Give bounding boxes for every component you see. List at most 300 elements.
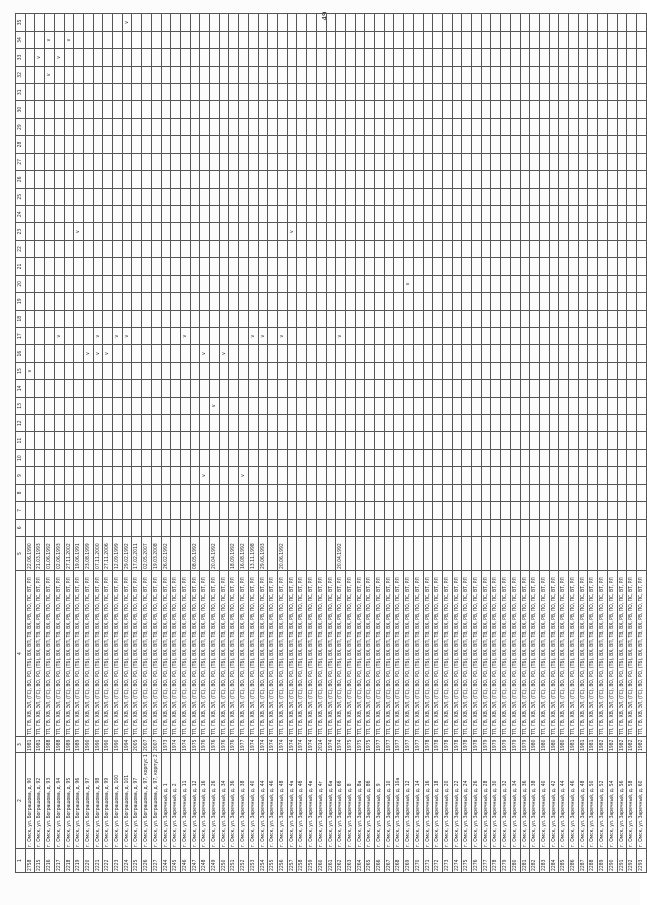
mark-cell — [510, 432, 520, 449]
mark-cell — [326, 188, 336, 205]
mark-cell — [365, 397, 375, 414]
row-number-cell: 2221 — [93, 849, 103, 873]
mark-cell — [491, 432, 501, 449]
mark-cell — [316, 397, 326, 414]
mark-cell — [180, 118, 190, 135]
mark-cell — [35, 223, 45, 240]
mark-cell — [326, 362, 336, 379]
mark-cell — [336, 240, 346, 257]
mark-cell — [433, 345, 443, 362]
mark-cell — [122, 84, 132, 101]
mark-cell — [491, 223, 501, 240]
row-number-cell: 2290 — [607, 849, 617, 873]
mark-cell — [413, 467, 423, 484]
mark-cell — [462, 258, 472, 275]
year-cell: 1990 — [83, 737, 93, 753]
year-cell: 1978 — [423, 737, 433, 753]
mark-cell — [64, 188, 74, 205]
systems-cell: ТП, ГВ, ХВ, ЭЛ, (ГС), ВО, РО, (ТБ), ВХ, ВП, ТВ, ВХ, РВ, ПО, ПС, ВТ, РЛ — [394, 571, 404, 737]
mark-cell — [103, 484, 113, 501]
mark-cell — [520, 467, 530, 484]
mark-cell — [277, 240, 287, 257]
mark-cell — [122, 502, 132, 519]
mark-cell — [229, 484, 239, 501]
mark-cell — [442, 484, 452, 501]
mark-cell — [297, 101, 307, 118]
systems-cell: ТП, ГВ, ХВ, ЭЛ, (ГС), ВО, РО, (ТБ), ВХ, ВП, ТВ, ВХ, РВ, ПО, ПС, ВТ, РЛ — [510, 571, 520, 737]
mark-cell — [549, 31, 559, 48]
mark-cell — [35, 519, 45, 536]
mark-cell — [491, 240, 501, 257]
mark-cell — [404, 101, 414, 118]
mark-cell: v — [54, 49, 64, 66]
mark-cell — [316, 449, 326, 466]
mark-cell — [113, 118, 123, 135]
mark-cell — [569, 84, 579, 101]
mark-cell — [297, 223, 307, 240]
mark-cell — [607, 275, 617, 292]
mark-cell — [627, 66, 637, 83]
mark-cell — [510, 484, 520, 501]
mark-cell — [83, 362, 93, 379]
mark-cell — [549, 153, 559, 170]
mark-cell — [365, 205, 375, 222]
mark-cell — [25, 345, 35, 362]
mark-cell — [588, 31, 598, 48]
mark-cell — [637, 380, 647, 397]
mark-cell — [151, 432, 161, 449]
mark-cell — [472, 275, 482, 292]
mark-cell — [578, 153, 588, 170]
mark-cell — [93, 449, 103, 466]
mark-cell — [442, 310, 452, 327]
mark-cell — [423, 362, 433, 379]
mark-cell — [93, 519, 103, 536]
mark-cell — [287, 484, 297, 501]
mark-cell — [219, 293, 229, 310]
mark-cell — [472, 240, 482, 257]
mark-cell — [491, 449, 501, 466]
mark-cell — [151, 327, 161, 344]
mark-cell — [122, 467, 132, 484]
date-cell — [375, 537, 385, 571]
mark-cell — [132, 275, 142, 292]
mark-cell — [190, 66, 200, 83]
mark-cell — [171, 449, 181, 466]
mark-cell — [530, 188, 540, 205]
address-cell: г. Омск, ул. Бограшова, д. 96 — [74, 753, 84, 849]
mark-cell — [93, 14, 103, 32]
mark-cell — [161, 49, 171, 66]
mark-cell — [472, 432, 482, 449]
mark-cell — [83, 223, 93, 240]
mark-cell — [74, 49, 84, 66]
mark-cell — [200, 188, 210, 205]
mark-cell — [64, 327, 74, 344]
mark-cell — [132, 449, 142, 466]
mark-cell — [54, 205, 64, 222]
mark-cell — [394, 136, 404, 153]
mark-cell — [375, 327, 385, 344]
mark-cell — [394, 362, 404, 379]
date-cell: 08.05.1992 — [190, 537, 200, 571]
mark-cell — [210, 327, 220, 344]
mark-cell — [481, 310, 491, 327]
mark-cell — [345, 153, 355, 170]
year-cell: 1980 — [539, 737, 549, 753]
mark-cell — [462, 310, 472, 327]
mark-cell — [520, 84, 530, 101]
mark-cell — [74, 397, 84, 414]
date-cell — [180, 537, 190, 571]
row-number-cell: 2277 — [481, 849, 491, 873]
mark-cell — [180, 171, 190, 188]
mark-cell — [239, 118, 249, 135]
year-cell: 1978 — [452, 737, 462, 753]
mark-cell — [578, 502, 588, 519]
mark-cell — [404, 293, 414, 310]
mark-cell — [258, 432, 268, 449]
row-number-cell: 2267 — [384, 849, 394, 873]
mark-cell — [229, 449, 239, 466]
date-cell — [598, 537, 608, 571]
mark-cell — [316, 380, 326, 397]
mark-cell — [481, 293, 491, 310]
mark-cell — [326, 101, 336, 118]
date-cell — [549, 537, 559, 571]
mark-cell — [520, 502, 530, 519]
mark-cell — [637, 84, 647, 101]
mark-cell — [151, 205, 161, 222]
mark-cell — [627, 14, 637, 32]
mark-cell — [103, 519, 113, 536]
mark-cell — [617, 397, 627, 414]
mark-cell — [569, 66, 579, 83]
mark-cell — [520, 240, 530, 257]
mark-cell — [578, 205, 588, 222]
table-row — [384, 14, 394, 873]
row-number-cell: 2291 — [617, 849, 627, 873]
mark-cell — [423, 258, 433, 275]
mark-cell — [93, 171, 103, 188]
table-row — [423, 14, 433, 873]
mark-cell — [287, 101, 297, 118]
mark-cell — [549, 310, 559, 327]
mark-cell — [375, 293, 385, 310]
mark-cell — [83, 240, 93, 257]
column-index-cell: 33 — [16, 49, 26, 66]
mark-cell — [345, 66, 355, 83]
mark-cell — [637, 519, 647, 536]
mark-cell — [268, 275, 278, 292]
mark-cell — [501, 118, 511, 135]
address-cell: г. Омск, ул. Бограшова, д. 90 — [25, 753, 35, 849]
mark-cell — [530, 362, 540, 379]
mark-cell — [151, 101, 161, 118]
table-row — [287, 14, 297, 873]
mark-cell — [200, 415, 210, 432]
mark-cell — [394, 502, 404, 519]
table-row — [210, 14, 220, 873]
mark-cell — [239, 502, 249, 519]
rotated-table-wrapper — [15, 13, 644, 873]
mark-cell — [103, 432, 113, 449]
mark-cell — [132, 258, 142, 275]
mark-cell — [520, 397, 530, 414]
mark-cell: v — [219, 345, 229, 362]
mark-cell — [394, 449, 404, 466]
date-cell — [171, 537, 181, 571]
mark-cell — [45, 188, 55, 205]
mark-cell — [472, 502, 482, 519]
row-number-cell: 2281 — [520, 849, 530, 873]
mark-cell — [35, 449, 45, 466]
date-cell: 26.02.1992 — [161, 537, 171, 571]
mark-cell — [491, 484, 501, 501]
mark-cell — [210, 171, 220, 188]
mark-cell — [336, 49, 346, 66]
mark-cell — [345, 84, 355, 101]
column-index-row — [16, 14, 26, 873]
mark-cell — [258, 14, 268, 32]
mark-cell — [442, 118, 452, 135]
mark-cell — [462, 327, 472, 344]
mark-cell — [569, 502, 579, 519]
mark-cell — [472, 258, 482, 275]
mark-cell — [345, 258, 355, 275]
mark-cell — [190, 240, 200, 257]
mark-cell — [336, 397, 346, 414]
mark-cell — [413, 519, 423, 536]
row-number-cell: 2263 — [345, 849, 355, 873]
mark-cell — [539, 188, 549, 205]
mark-cell — [180, 188, 190, 205]
mark-cell — [355, 327, 365, 344]
mark-cell — [336, 101, 346, 118]
mark-cell — [433, 310, 443, 327]
mark-cell — [336, 258, 346, 275]
mark-cell — [539, 432, 549, 449]
mark-cell — [142, 118, 152, 135]
mark-cell — [336, 362, 346, 379]
mark-cell — [161, 293, 171, 310]
mark-cell — [491, 362, 501, 379]
mark-cell — [113, 223, 123, 240]
date-cell: 13.11.1998 — [248, 537, 258, 571]
mark-cell — [452, 205, 462, 222]
mark-cell — [491, 136, 501, 153]
mark-cell — [277, 345, 287, 362]
systems-cell: ТП, ГВ, ХВ, ЭЛ, (ГС), ВО, РО, (ТБ), ВХ, ВП, ТВ, ВХ, РВ, ПО, ПС, ВТ, РЛ — [239, 571, 249, 737]
mark-cell — [472, 362, 482, 379]
row-number-cell: 2256 — [277, 849, 287, 873]
mark-cell — [384, 14, 394, 32]
mark-cell — [345, 14, 355, 32]
address-cell: г. Омск, ул. Заречный, д. 16 — [200, 753, 210, 849]
mark-cell — [355, 519, 365, 536]
column-index-cell: 11 — [16, 432, 26, 449]
mark-cell — [345, 31, 355, 48]
mark-cell — [394, 275, 404, 292]
column-index-cell: 22 — [16, 240, 26, 257]
address-cell: г. Омск, ул. Бограшова, д. 97, корпус 1 — [142, 753, 152, 849]
table-row — [229, 14, 239, 873]
mark-cell — [384, 449, 394, 466]
mark-cell — [45, 310, 55, 327]
mark-cell — [365, 415, 375, 432]
mark-cell — [549, 136, 559, 153]
mark-cell — [355, 293, 365, 310]
mark-cell — [375, 118, 385, 135]
mark-cell — [74, 415, 84, 432]
mark-cell — [316, 415, 326, 432]
mark-cell — [442, 362, 452, 379]
mark-cell — [384, 136, 394, 153]
mark-cell — [45, 136, 55, 153]
mark-cell — [307, 84, 317, 101]
mark-cell — [248, 362, 258, 379]
mark-cell — [122, 258, 132, 275]
mark-cell — [54, 171, 64, 188]
mark-cell — [433, 484, 443, 501]
mark-cell — [239, 449, 249, 466]
mark-cell — [132, 484, 142, 501]
mark-cell — [74, 362, 84, 379]
mark-cell — [74, 205, 84, 222]
mark-cell — [132, 380, 142, 397]
mark-cell — [617, 223, 627, 240]
mark-cell — [336, 84, 346, 101]
mark-cell — [423, 223, 433, 240]
mark-cell — [472, 327, 482, 344]
mark-cell — [607, 136, 617, 153]
mark-cell — [345, 118, 355, 135]
mark-cell — [277, 380, 287, 397]
mark-cell — [481, 467, 491, 484]
row-number-cell: 2261 — [326, 849, 336, 873]
mark-cell — [316, 14, 326, 32]
mark-cell — [239, 136, 249, 153]
mark-cell — [277, 14, 287, 32]
address-cell: г. Омск, ул. Заречный, д. 30 — [491, 753, 501, 849]
column-index-cell: 26 — [16, 171, 26, 188]
mark-cell — [171, 380, 181, 397]
mark-cell — [472, 136, 482, 153]
mark-cell — [93, 380, 103, 397]
mark-cell — [122, 449, 132, 466]
mark-cell — [365, 275, 375, 292]
mark-cell — [229, 345, 239, 362]
row-number-cell: 2262 — [336, 849, 346, 873]
mark-cell — [132, 205, 142, 222]
mark-cell — [171, 14, 181, 32]
mark-cell — [25, 293, 35, 310]
mark-cell — [336, 66, 346, 83]
mark-cell — [530, 345, 540, 362]
mark-cell — [423, 449, 433, 466]
year-cell: 1974 — [336, 737, 346, 753]
mark-cell — [617, 205, 627, 222]
mark-cell — [25, 275, 35, 292]
address-cell: г. Омск, ул. Бограшова, д. 98 — [93, 753, 103, 849]
mark-cell — [588, 293, 598, 310]
systems-cell: ТП, ГВ, ХВ, ЭЛ, (ГС), ВО, РО, (ТБ), ВХ, ВП, ТВ, ВХ, РВ, ПО, ПС, ВТ, РЛ — [462, 571, 472, 737]
table-row — [627, 14, 637, 873]
systems-cell: ТП, ГВ, ХВ, ЭЛ, (ГС), ВО, РО, (ТБ), ВХ, ВП, ТВ, ВХ, РВ, ПО, ПС, ВТ, РЛ — [219, 571, 229, 737]
mark-cell — [268, 258, 278, 275]
mark-cell — [103, 118, 113, 135]
mark-cell — [442, 449, 452, 466]
mark-cell — [326, 171, 336, 188]
address-cell: г. Омск, ул. Заречный, д. 34 — [510, 753, 520, 849]
mark-cell — [142, 327, 152, 344]
mark-cell — [180, 258, 190, 275]
mark-cell — [45, 519, 55, 536]
mark-cell — [413, 118, 423, 135]
mark-cell — [268, 153, 278, 170]
mark-cell — [190, 502, 200, 519]
mark-cell — [142, 258, 152, 275]
mark-cell — [25, 380, 35, 397]
mark-cell — [627, 49, 637, 66]
mark-cell — [239, 397, 249, 414]
mark-cell — [142, 345, 152, 362]
mark-cell — [258, 467, 268, 484]
mark-cell — [268, 502, 278, 519]
mark-cell — [404, 432, 414, 449]
mark-cell — [598, 415, 608, 432]
mark-cell — [316, 258, 326, 275]
year-cell: 2007 — [142, 737, 152, 753]
mark-cell — [161, 118, 171, 135]
mark-cell — [190, 467, 200, 484]
mark-cell — [433, 223, 443, 240]
mark-cell — [142, 188, 152, 205]
mark-cell — [617, 380, 627, 397]
mark-cell — [307, 240, 317, 257]
mark-cell — [180, 205, 190, 222]
mark-cell — [355, 118, 365, 135]
systems-cell: ТП, ГВ, ХВ, ЭЛ, (ГС), ВО, РО, (ТБ), ВХ, ВП, ТВ, ВХ, РВ, ПО, ПС, ВТ, РЛ — [316, 571, 326, 737]
mark-cell — [345, 484, 355, 501]
mark-cell — [93, 84, 103, 101]
mark-cell — [617, 240, 627, 257]
mark-cell — [171, 502, 181, 519]
mark-cell — [113, 153, 123, 170]
mark-cell — [229, 275, 239, 292]
mark-cell — [423, 397, 433, 414]
date-cell: 18.09.1992 — [229, 537, 239, 571]
mark-cell — [413, 310, 423, 327]
mark-cell — [607, 397, 617, 414]
mark-cell — [180, 240, 190, 257]
mark-cell — [229, 101, 239, 118]
mark-cell — [617, 66, 627, 83]
mark-cell — [510, 519, 520, 536]
mark-cell — [637, 415, 647, 432]
column-index-cell: 30 — [16, 101, 26, 118]
mark-cell — [83, 14, 93, 32]
mark-cell — [54, 397, 64, 414]
mark-cell — [248, 101, 258, 118]
mark-cell — [297, 484, 307, 501]
mark-cell — [394, 310, 404, 327]
address-cell: г. Омск, ул. Заречный, д. 28 — [481, 753, 491, 849]
mark-cell — [355, 484, 365, 501]
mark-cell — [35, 432, 45, 449]
mark-cell — [190, 449, 200, 466]
row-number-cell: 2222 — [103, 849, 113, 873]
